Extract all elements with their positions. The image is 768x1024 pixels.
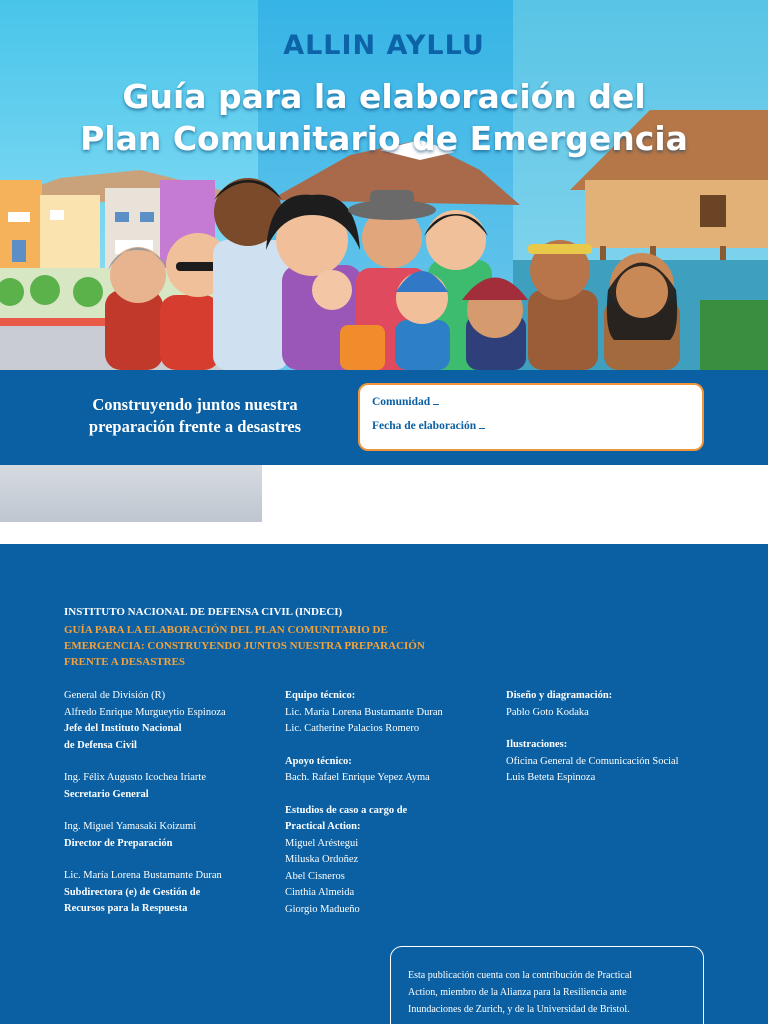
- tree: [73, 277, 103, 307]
- flowerbed: [0, 318, 105, 326]
- credits-column-team: [285, 688, 485, 918]
- person-amazon-man: [528, 240, 598, 370]
- credit-text: Luis Beteta Espinoza: [506, 772, 596, 783]
- credits-column-design: [506, 688, 726, 787]
- riverbank-plants: [700, 300, 768, 370]
- person-child-hat: [462, 278, 528, 371]
- tagline-line: preparación frente a desastres: [88, 417, 302, 436]
- credit-text: Lic. María Lorena Bustamante Duran: [64, 870, 222, 881]
- credit-heading: Estudios de caso a cargo de: [285, 804, 408, 816]
- stilt-house: [585, 180, 768, 248]
- credit-text: Cinthia Almeida: [285, 887, 355, 898]
- credit-role: de Defensa Civil: [64, 739, 137, 751]
- guide-title-line: EMERGENCIA: CONSTRUYENDO JUNTOS NUESTRA PREPARACIÓN: [64, 640, 425, 652]
- community-field[interactable]: [372, 396, 690, 420]
- window: [140, 212, 154, 222]
- cover-title-line: Guía para la elaboración del: [122, 77, 646, 116]
- community-blank-line: [433, 404, 439, 405]
- white-strip: [262, 465, 768, 522]
- credit-text: Ing. Miguel Yamasaki Koizumi: [64, 821, 197, 832]
- note-line: Inundaciones de Zurich, y de la Universidad de Bristol.: [408, 1004, 630, 1015]
- cover-title-line: Plan Comunitario de Emergencia: [80, 119, 688, 158]
- building: [40, 195, 100, 270]
- person-man-dark: [213, 178, 289, 370]
- contribution-note: [390, 946, 704, 1024]
- date-field[interactable]: [372, 420, 690, 444]
- institute-name: INSTITUTO NACIONAL DE DEFENSA CIVIL (INDECI): [64, 606, 343, 618]
- credit-text: Pablo Goto Kodaka: [506, 706, 589, 718]
- credit-text: Bach. Rafael Enrique Yepez Ayma: [285, 772, 430, 783]
- window: [8, 212, 30, 222]
- credit-heading: Diseño y diagramación:: [506, 690, 613, 701]
- credit-role: Subdirectora (e) de Gestión de: [64, 886, 201, 898]
- tree: [30, 275, 60, 305]
- person-amazon-woman: [604, 253, 680, 370]
- credit-text: General de División (R): [64, 690, 166, 701]
- note-line: Action, miembro de la Alianza para la Resiliencia ante: [408, 987, 627, 998]
- cover-illustration-area: [0, 0, 768, 370]
- backpack: [340, 325, 385, 370]
- credit-text: Miluska Ordoñez: [285, 854, 359, 865]
- credit-role: Director de Preparación: [64, 837, 173, 849]
- credit-role: Recursos para la Respuesta: [64, 903, 188, 914]
- date-blank-line: [479, 428, 485, 429]
- credit-text: Ing. Félix Augusto Icochea Iriarte: [64, 772, 206, 783]
- credit-heading: Equipo técnico:: [285, 690, 356, 701]
- credit-heading: Practical Action:: [285, 821, 361, 832]
- guide-title-line: GUÍA PARA LA ELABORACIÓN DEL PLAN COMUNITARIO DE: [64, 624, 388, 636]
- credit-text: Oficina General de Comunicación Social: [506, 755, 679, 767]
- window: [12, 240, 26, 262]
- credit-text: Lic. Catherine Palacios Romero: [285, 723, 420, 734]
- community-form-box: [358, 383, 704, 451]
- credit-text: Alfredo Enrique Murgueytio Espinoza: [64, 706, 226, 718]
- brand-title: ALLIN AYLLU: [283, 30, 485, 61]
- credit-text: Lic. María Lorena Bustamante Duran: [285, 706, 443, 718]
- person-grandma: [105, 247, 168, 370]
- window: [115, 212, 129, 222]
- credit-heading: Apoyo técnico:: [285, 755, 352, 767]
- credits-column-authorities: [64, 688, 274, 918]
- credits-page: [0, 544, 768, 1024]
- credit-text: Abel Cisneros: [285, 870, 345, 882]
- credit-heading: Ilustraciones:: [506, 739, 568, 750]
- credit-role: Secretario General: [64, 788, 149, 800]
- guide-title-line: FRENTE A DESASTRES: [64, 656, 186, 668]
- guide-title: [64, 622, 464, 670]
- cover-title: [0, 76, 768, 160]
- tagline-line: Construyendo juntos nuestra: [92, 395, 298, 414]
- grey-strip: [0, 465, 262, 522]
- credit-role: Jefe del Instituto Nacional: [64, 723, 182, 734]
- window: [50, 210, 64, 220]
- cover-tagline: [60, 394, 330, 438]
- community-label: Comunidad: [372, 396, 431, 408]
- note-line: Esta publicación cuenta con la contribución de Practical: [408, 970, 633, 981]
- house-door: [700, 195, 726, 227]
- credit-text: Miguel Aréstegui: [285, 837, 359, 849]
- credit-text: Giorgio Madueño: [285, 903, 360, 915]
- date-label: Fecha de elaboración: [372, 420, 477, 432]
